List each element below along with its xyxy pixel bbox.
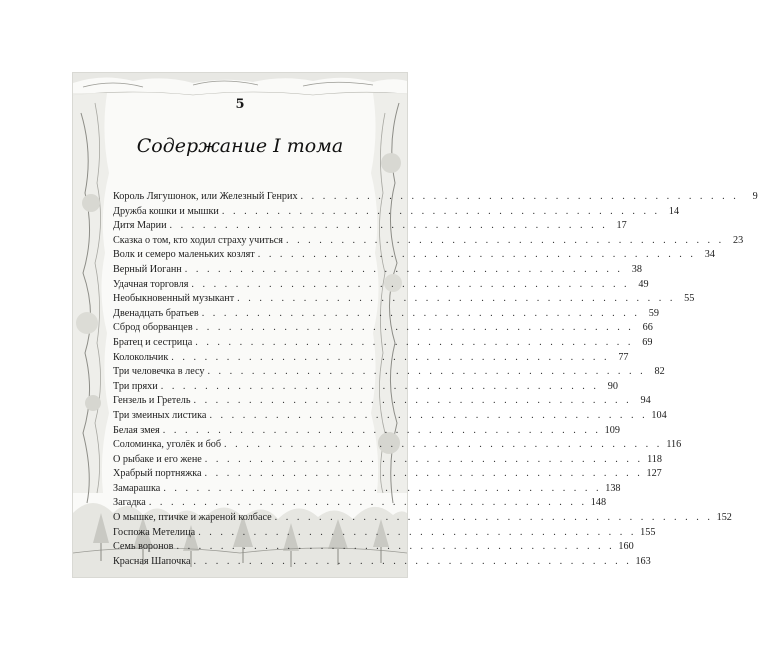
toc-entry bbox=[113, 205, 680, 221]
toc-entry-title: Три змеиных листика bbox=[113, 409, 207, 421]
toc-entry bbox=[113, 249, 715, 264]
toc-leader-dots: . . . . . . . . . . . . . . . . . . . . . . . . . . . . . . . . . . . . . . . . bbox=[274, 512, 713, 524]
toc-entry-page: 94 bbox=[640, 395, 651, 407]
toc-entry-title: Семь воронов bbox=[113, 541, 174, 553]
toc-entry bbox=[113, 555, 651, 571]
toc-entry-title: Три человечка в лесу bbox=[113, 366, 205, 378]
toc-entry-title: Удачная торговля bbox=[113, 278, 189, 290]
toc-entry-title: Три пряхи bbox=[113, 380, 158, 392]
toc-entry-title: Госпожа Метелица bbox=[113, 526, 196, 538]
toc-entry-page: 104 bbox=[651, 409, 667, 421]
toc-entry-title: Красная Шапочка bbox=[113, 555, 191, 567]
toc-entry-page: 55 bbox=[684, 293, 695, 305]
toc-leader-dots: . . . . . . . . . . . . . . . . . . . . . . . . . . . . . . . . . . . . . . . . bbox=[221, 205, 661, 217]
toc-entry-page: 14 bbox=[668, 205, 680, 217]
toc-leader-dots: . . . . . . . . . . . . . . . . . . . . . . . . . . . . . . . . . . . . . . . . bbox=[148, 497, 588, 509]
toc-leader-dots: . . . . . . . . . . . . . . . . . . . . . . . . . . . . . . . . . . . . . . . . bbox=[207, 366, 646, 378]
toc-entry-title: Необыкновенный музыкант bbox=[113, 293, 235, 305]
toc-leader-dots: . . . . . . . . . . . . . . . . . . . . . . . . . . . . . . . . . . . . . . . . bbox=[300, 191, 739, 202]
toc-leader-dots: . . . . . . . . . . . . . . . . . . . . . . . . . . . . . . . . . . . . . . . . bbox=[204, 453, 643, 465]
toc-entry bbox=[113, 293, 695, 308]
toc-entry bbox=[113, 395, 651, 410]
toc-entry bbox=[113, 366, 665, 381]
toc-leader-dots: . . . . . . . . . . . . . . . . . . . . . . . . . . . . . . . . . . . . . . . . bbox=[169, 220, 608, 232]
toc-leader-dots: . . . . . . . . . . . . . . . . . . . . . . . . . . . . . . . . . . . . . . . . bbox=[204, 468, 643, 480]
table-of-contents bbox=[113, 191, 758, 570]
toc-entry-title: О мышке, птичке и жареной колбасе bbox=[113, 512, 272, 524]
toc-leader-dots: . . . . . . . . . . . . . . . . . . . . . . . . . . . . . . . . . . . . . . . . bbox=[163, 482, 602, 494]
toc-entry-page: 155 bbox=[640, 526, 656, 538]
toc-entry bbox=[113, 409, 667, 425]
toc-entry-page: 163 bbox=[635, 555, 651, 567]
page-title: Содержание I тома bbox=[136, 135, 344, 157]
toc-entry bbox=[113, 512, 732, 527]
toc-leader-dots: . . . . . . . . . . . . . . . . . . . . . . . . . . . . . . . . . . . . . . . . bbox=[209, 409, 648, 421]
toc-entry bbox=[113, 541, 634, 556]
toc-entry bbox=[113, 439, 682, 454]
toc-entry-title: Сброд оборванцев bbox=[113, 322, 193, 334]
toc-entry-title: Волк и семеро маленьких козлят bbox=[113, 249, 255, 261]
toc-entry-page: 118 bbox=[647, 453, 662, 465]
toc-leader-dots: . . . . . . . . . . . . . . . . . . . . . . . . . . . . . . . . . . . . . . . . bbox=[195, 322, 634, 334]
toc-entry-title: Белая змея bbox=[113, 424, 160, 436]
toc-leader-dots: . . . . . . . . . . . . . . . . . . . . . . . . . . . . . . . . . . . . . . . . bbox=[162, 424, 601, 436]
toc-entry-title: Двенадцать братьев bbox=[113, 307, 199, 319]
toc-leader-dots: . . . . . . . . . . . . . . . . . . . . . . . . . . . . . . . . . . . . . . . . bbox=[237, 293, 676, 305]
toc-leader-dots: . . . . . . . . . . . . . . . . . . . . . . . . . . . . . . . . . . . . . . . . bbox=[193, 395, 632, 407]
toc-entry-page: 82 bbox=[654, 366, 665, 378]
toc-entry-title: Колокольчик bbox=[113, 351, 169, 363]
page-number: 5 bbox=[235, 97, 245, 112]
toc-entry bbox=[113, 351, 629, 367]
toc-entry-page: 59 bbox=[648, 307, 659, 319]
toc-entry-page: 152 bbox=[716, 512, 732, 524]
toc-entry-page: 9 bbox=[752, 191, 758, 202]
toc-entry-title: Король Лягушонок, или Железный Генрих bbox=[113, 191, 298, 202]
toc-entry bbox=[113, 482, 621, 498]
toc-leader-dots: . . . . . . . . . . . . . . . . . . . . . . . . . . . . . . . . . . . . . . . . bbox=[176, 541, 615, 553]
toc-entry-title: Замарашка bbox=[113, 482, 161, 494]
toc-entry-page: 109 bbox=[604, 424, 620, 436]
toc-entry-title: Загадка bbox=[113, 497, 146, 509]
toc-entry-page: 17 bbox=[616, 220, 627, 232]
toc-leader-dots: . . . . . . . . . . . . . . . . . . . . . . . . . . . . . . . . . . . . . . . . bbox=[191, 278, 630, 290]
toc-entry bbox=[113, 468, 662, 483]
toc-entry-title: Гензель и Гретель bbox=[113, 395, 191, 407]
book-page bbox=[72, 72, 758, 578]
toc-entry-page: 34 bbox=[704, 249, 715, 261]
toc-entry-title: Дитя Марии bbox=[113, 220, 167, 232]
toc-entry-title: Соломинка, уголёк и боб bbox=[113, 439, 222, 451]
clouds-illustration bbox=[73, 73, 407, 83]
toc-entry-page: 160 bbox=[618, 541, 634, 553]
toc-entry bbox=[113, 336, 653, 352]
toc-leader-dots: . . . . . . . . . . . . . . . . . . . . . . . . . . . . . . . . . . . . . . . . bbox=[198, 526, 637, 538]
toc-entry bbox=[113, 424, 620, 440]
toc-entry bbox=[113, 497, 607, 512]
toc-entry bbox=[113, 263, 642, 279]
toc-entry-title: Дружба кошки и мышки bbox=[113, 205, 219, 217]
toc-leader-dots: . . . . . . . . . . . . . . . . . . . . . . . . . . . . . . . . . . . . . . . . bbox=[160, 380, 599, 392]
toc-entry bbox=[113, 322, 653, 337]
toc-entry-title: Храбрый портняжка bbox=[113, 468, 202, 480]
toc-entry-page: 23 bbox=[733, 234, 744, 246]
toc-leader-dots: . . . . . . . . . . . . . . . . . . . . . . . . . . . . . . . . . . . . . . . . bbox=[171, 351, 610, 363]
toc-leader-dots: . . . . . . . . . . . . . . . . . . . . . . . . . . . . . . . . . . . . . . . . bbox=[201, 307, 640, 319]
toc-entry bbox=[113, 220, 627, 235]
toc-entry-page: 148 bbox=[590, 497, 607, 509]
toc-leader-dots: . . . . . . . . . . . . . . . . . . . . . . . . . . . . . . . . . . . . . . . . bbox=[184, 263, 623, 275]
toc-entry-page: 116 bbox=[666, 439, 682, 451]
toc-leader-dots: . . . . . . . . . . . . . . . . . . . . . . . . . . . . . . . . . . . . . . . . bbox=[285, 234, 725, 246]
toc-entry-page: 49 bbox=[638, 278, 649, 290]
toc-entry bbox=[113, 526, 656, 542]
toc-entry-page: 127 bbox=[646, 468, 662, 480]
toc-entry-page: 90 bbox=[607, 380, 618, 392]
toc-entry-page: 38 bbox=[631, 263, 642, 275]
toc-leader-dots: . . . . . . . . . . . . . . . . . . . . . . . . . . . . . . . . . . . . . . . . bbox=[195, 336, 634, 348]
toc-entry-page: 77 bbox=[618, 351, 629, 363]
toc-entry bbox=[113, 278, 649, 294]
toc-entry-title: О рыбаке и его жене bbox=[113, 453, 202, 465]
toc-entry bbox=[113, 380, 618, 396]
toc-entry-page: 66 bbox=[642, 322, 653, 334]
toc-leader-dots: . . . . . . . . . . . . . . . . . . . . . . . . . . . . . . . . . . . . . . . . bbox=[224, 439, 663, 451]
toc-entry bbox=[113, 453, 662, 469]
toc-entry bbox=[113, 307, 659, 323]
toc-entry-page: 138 bbox=[605, 482, 621, 494]
toc-entry bbox=[113, 191, 758, 206]
toc-entry-page: 69 bbox=[642, 336, 653, 348]
toc-entry-title: Братец и сестрица bbox=[113, 336, 193, 348]
toc-entry-title: Верный Иоганн bbox=[113, 263, 182, 275]
toc-leader-dots: . . . . . . . . . . . . . . . . . . . . . . . . . . . . . . . . . . . . . . . . bbox=[193, 555, 632, 567]
toc-entry bbox=[113, 234, 744, 250]
toc-leader-dots: . . . . . . . . . . . . . . . . . . . . . . . . . . . . . . . . . . . . . . . . bbox=[257, 249, 696, 261]
toc-entry-title: Сказка о том, кто ходил страху учиться bbox=[113, 234, 283, 246]
